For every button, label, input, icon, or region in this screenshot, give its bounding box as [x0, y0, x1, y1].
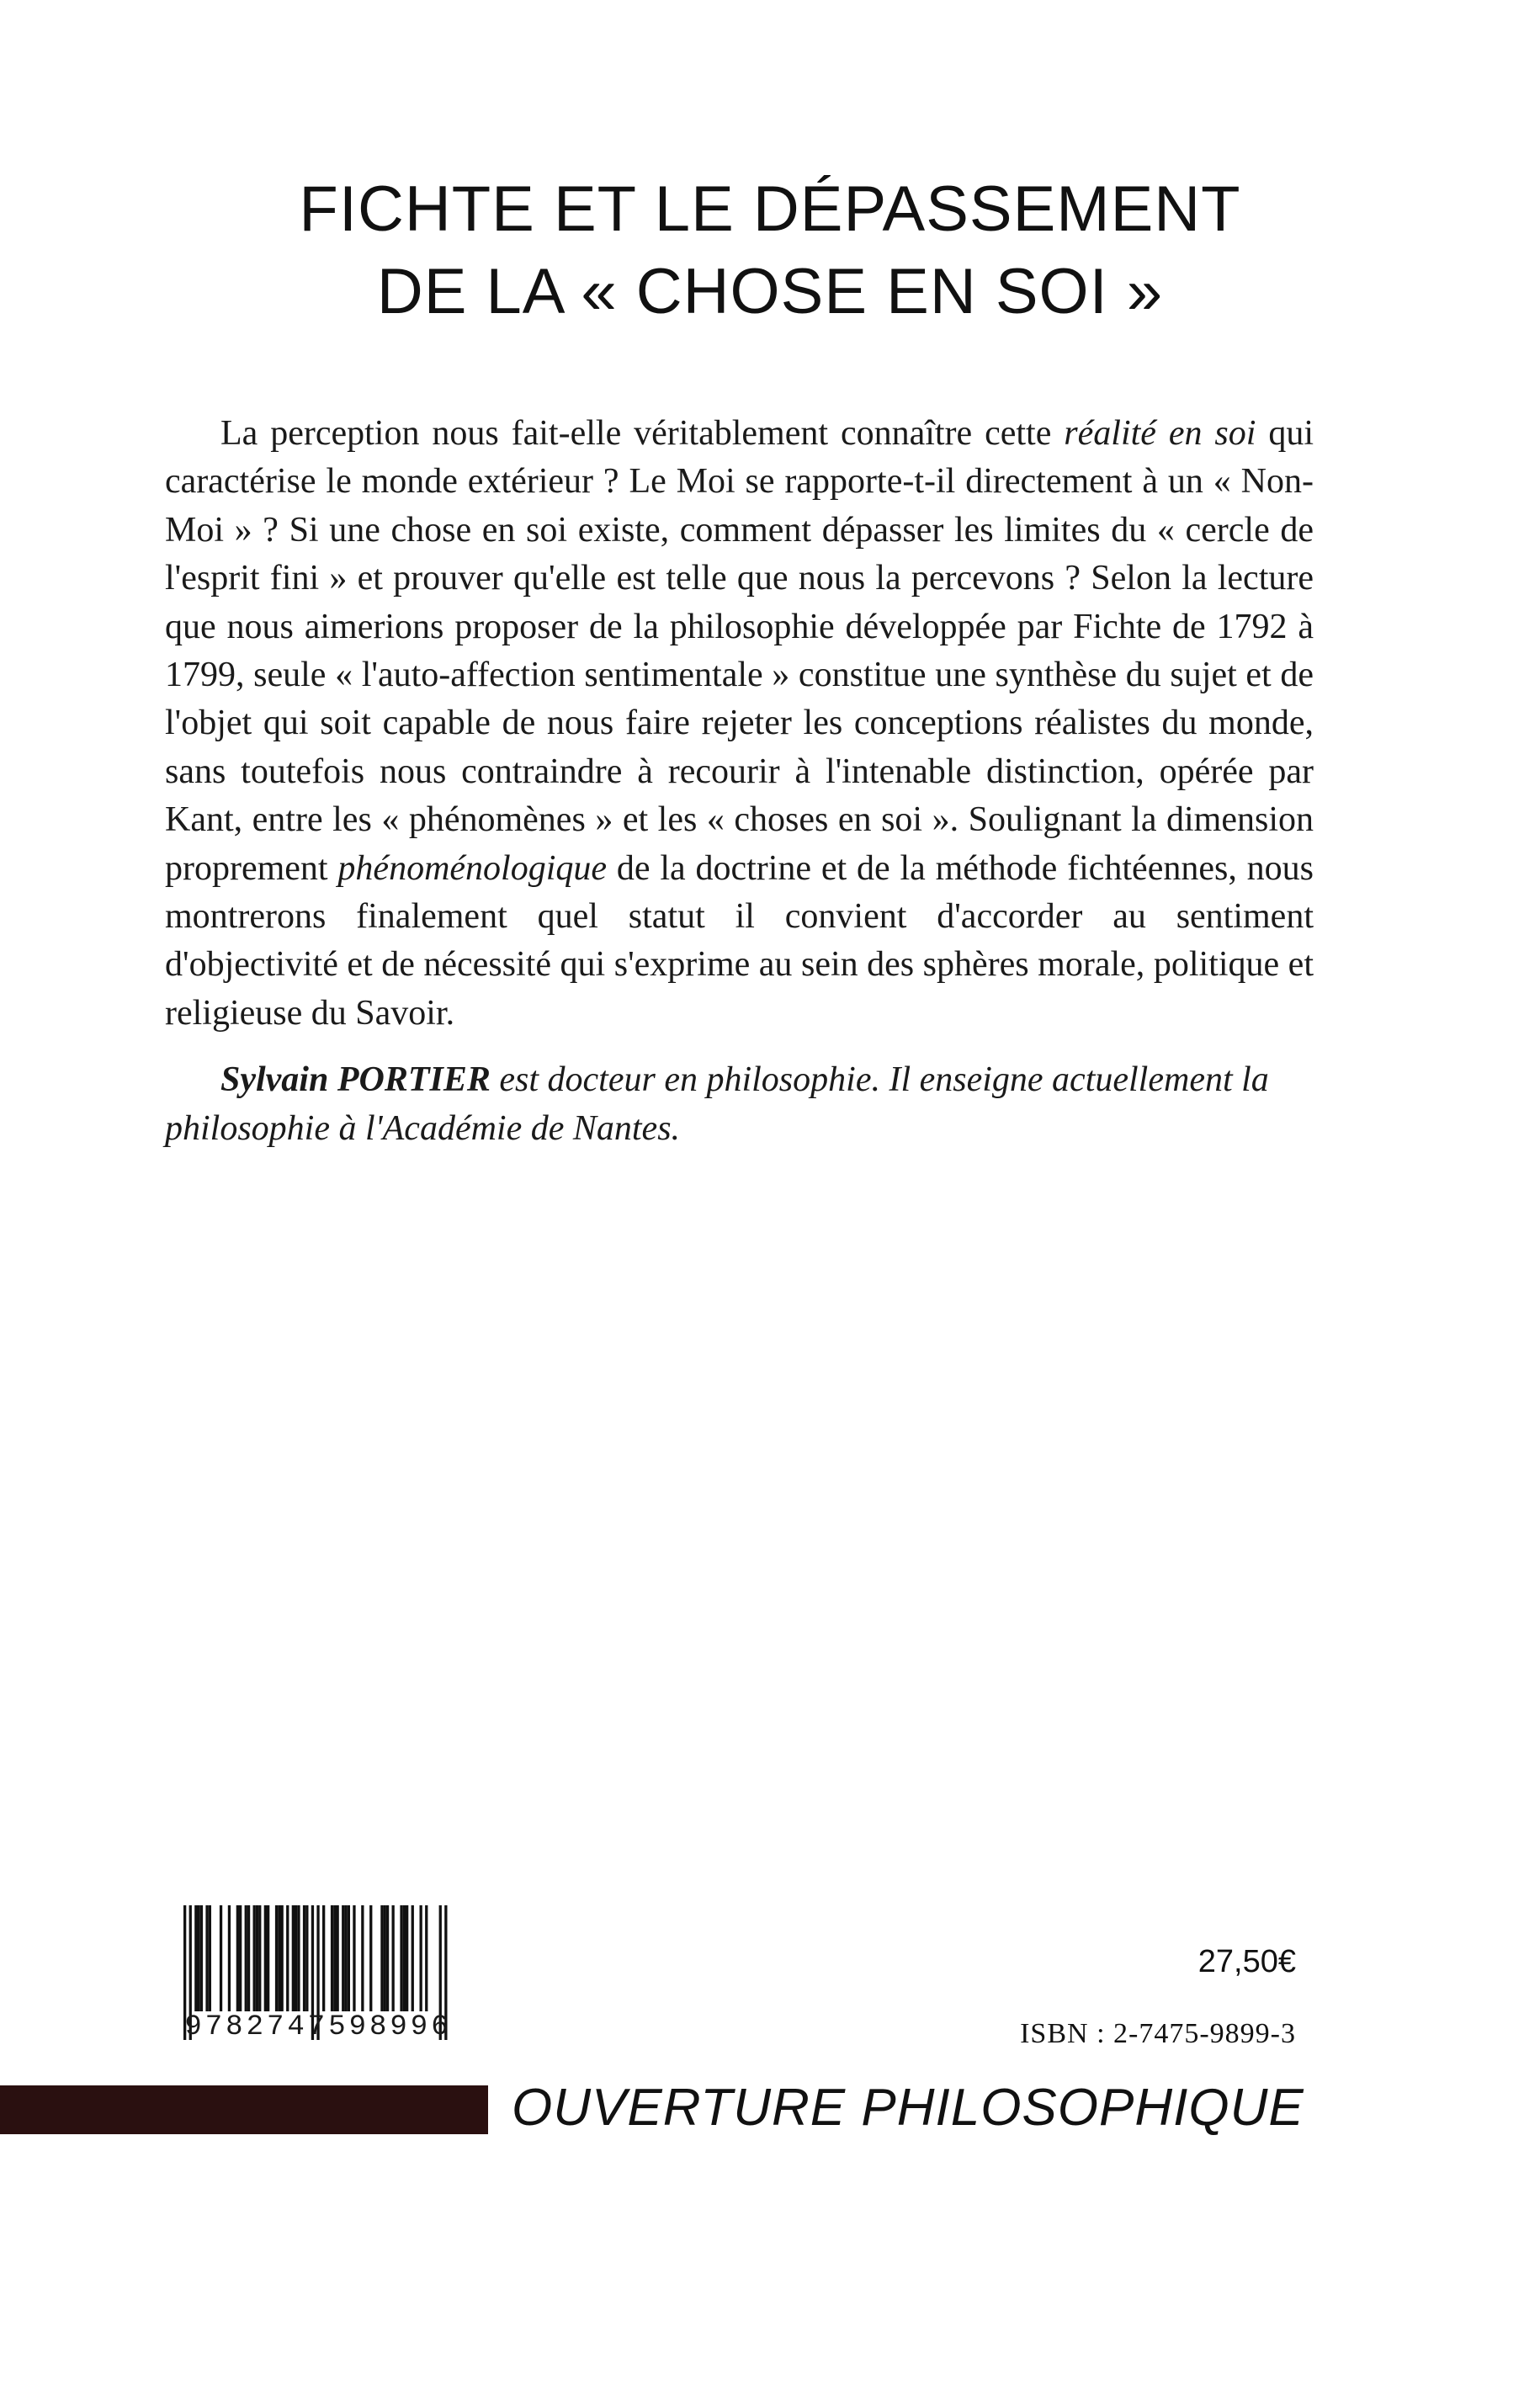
barcode-bar	[228, 1905, 231, 2011]
barcode-bar	[403, 1905, 406, 2011]
book-abstract	[165, 410, 1314, 1038]
abstract-text-2: qui caractérise le monde extérieur ? Le Moi se rapporte-t-il directement à un « Non-Moi » ? Si une chose en soi existe, comment dépasser les limites du « cercle de l'esprit fini » et prouver qu'elle est telle que nous la percevons ? Selon la lecture que nous aimerions proposer de la philosophie développée par Fichte de 1792 à 1799, seule « l'auto-affection sentimentale » constitue une synthèse du sujet et de l'objet qui soit capable de nous faire rejeter les conceptions réalistes du monde, sans toutefois nous contraindre à recourir à l'intenable distinction, opérée par Kant, entre les « phénomènes » et les « choses en soi ». Soulignant la dimension proprement	[165, 414, 1314, 888]
barcode-bar	[220, 1905, 222, 2011]
barcode-bar	[348, 1905, 350, 2011]
barcode-bar	[425, 1905, 427, 2011]
isbn-label: ISBN : 2-7475-9899-3	[1020, 2018, 1296, 2049]
barcode-bar	[303, 1905, 305, 2011]
barcode-bar	[295, 1905, 297, 2011]
barcode-bar	[337, 1905, 339, 2011]
barcode-bar	[361, 1905, 364, 2011]
collection-bar	[0, 2085, 488, 2134]
barcode-bar	[253, 1905, 256, 2011]
collection-name: OUVERTURE PHILOSOPHIQUE	[512, 2079, 1304, 2137]
barcode-bar	[200, 1905, 203, 2011]
barcode-bar	[384, 1905, 386, 2011]
abstract-emphasis-2: phénoménologique	[337, 848, 608, 888]
barcode-bar	[264, 1905, 267, 2011]
barcode-bar	[369, 1905, 372, 2011]
barcode-bar	[420, 1905, 422, 2011]
abstract-text-1: La perception nous fait-elle véritablement connaître cette	[220, 414, 1065, 453]
barcode-bar	[247, 1905, 250, 2011]
book-title	[0, 168, 1540, 333]
barcode-bar	[333, 1905, 336, 2011]
barcode-bar	[209, 1905, 211, 2011]
barcode-bar	[194, 1905, 197, 2011]
author-name: Sylvain PORTIER	[220, 1060, 491, 1099]
barcode-bar	[386, 1905, 389, 2011]
barcode-bar	[267, 1905, 269, 2011]
barcode-digits: 9782747598996	[184, 2011, 452, 2043]
title-line-1: FICHTE ET LE DÉPASSEMENT	[299, 173, 1241, 245]
barcode-bar	[380, 1905, 383, 2011]
barcode-bar	[353, 1905, 355, 2011]
title-line-2: DE LA « CHOSE EN SOI »	[376, 256, 1164, 327]
barcode-bar	[256, 1905, 258, 2011]
barcode-bar	[245, 1905, 247, 2011]
barcode-bar	[278, 1905, 280, 2011]
price-label: 27,50€	[1197, 1944, 1296, 1979]
barcode-bar	[344, 1905, 347, 2011]
barcode-bar	[322, 1905, 325, 2011]
barcode-bar	[258, 1905, 261, 2011]
barcode-bar	[292, 1905, 295, 2011]
barcode-bar	[331, 1905, 333, 2011]
barcode-bar	[305, 1905, 308, 2011]
barcode-bar	[400, 1905, 402, 2011]
barcode-bar	[392, 1905, 395, 2011]
barcode-bar	[205, 1905, 208, 2011]
barcode-bar	[281, 1905, 284, 2011]
barcode-bar	[286, 1905, 289, 2011]
barcode-bar	[236, 1905, 239, 2011]
barcode	[163, 1905, 473, 2048]
barcode-bar	[275, 1905, 278, 2011]
barcode-bar	[412, 1905, 414, 2011]
abstract-text-3: de la doctrine et de la méthode fichtéennes, nous montrerons finalement quel statut il convient d'accorder au sentiment d'objectivité et de nécessité qui s'exprime au sein des sphères morale, politique et religieuse du Savoir.	[165, 848, 1314, 1033]
abstract-emphasis-1: réalité en soi	[1064, 414, 1256, 453]
author-bio-text: est docteur en philosophie. Il enseigne actuellement la philosophie à l'Académie de Nantes.	[165, 1060, 1269, 1148]
barcode-bar	[406, 1905, 408, 2011]
barcode-bar	[342, 1905, 344, 2011]
barcode-bar	[297, 1905, 300, 2011]
author-bio	[165, 1055, 1314, 1153]
barcode-bar	[239, 1905, 242, 2011]
barcode-bar	[198, 1905, 200, 2011]
